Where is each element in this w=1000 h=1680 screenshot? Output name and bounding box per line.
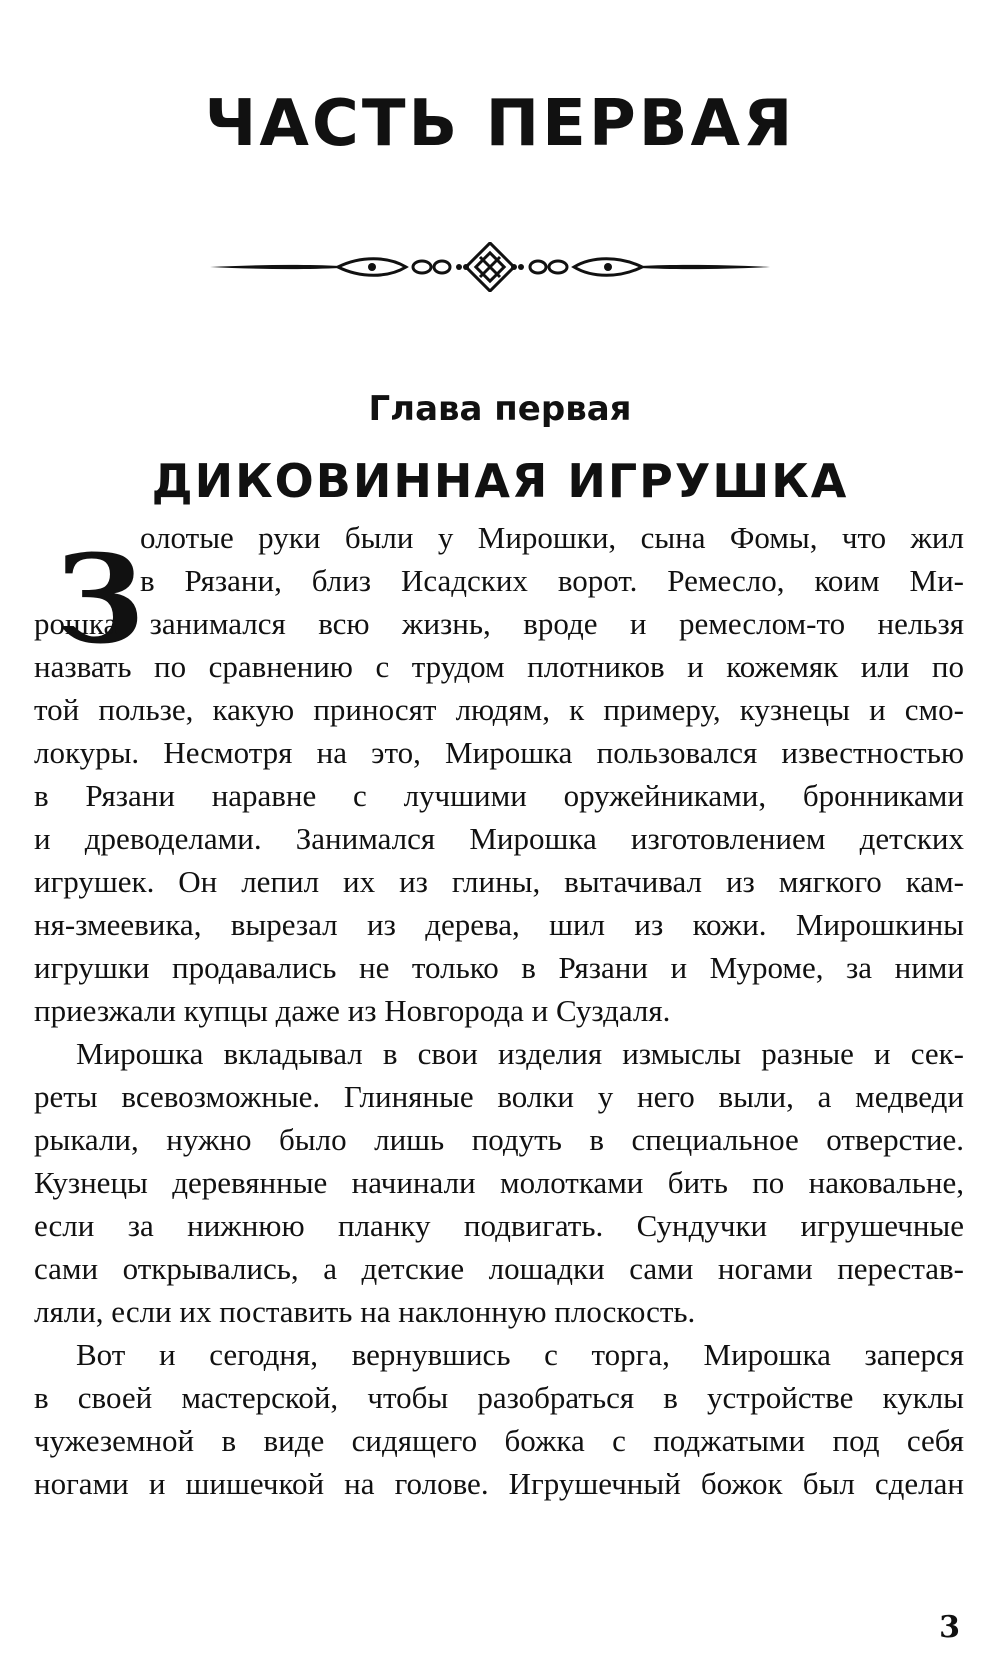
page-number: 3 [939, 1610, 960, 1645]
text-line: рыкали, нужно было лишь подуть в специальное отверстие. [34, 1122, 964, 1157]
drop-cap: З [56, 527, 144, 671]
text-line: в Рязани, близ Исадских ворот. Ремесло, коим Ми- [140, 563, 964, 598]
part-title: ЧАСТЬ ПЕРВАЯ [204, 87, 796, 161]
chapter-number: Глава первая [368, 389, 632, 429]
text-line: в Рязани наравне с лучшими оружейниками, бронниками [34, 778, 964, 813]
text-line: рошка занимался всю жизнь, вроде и ремеслом-то нельзя [34, 606, 964, 641]
text-line: Вот и сегодня, вернувшись с торга, Мирошка заперся [76, 1337, 964, 1372]
text-line: той пользе, какую приносят людям, к примеру, кузнецы и смо- [34, 692, 964, 727]
text-line: если за нижнюю планку подвигать. Сундучки игрушечные [34, 1208, 964, 1243]
text-line: и древоделами. Занимался Мирошка изготовлением детских [34, 821, 964, 856]
text-line: приезжали купцы даже из Новгорода и Суздаля. [34, 993, 671, 1028]
text-line: ня-змеевика, вырезал из дерева, шил из кожи. Мирошкины [34, 907, 964, 942]
text-line: Мирошка вкладывал в свои изделия измыслы разные и сек- [76, 1036, 964, 1071]
chapter-title: ДИКОВИННАЯ ИГРУШКА [151, 454, 849, 508]
text-line: олотые руки были у Мирошки, сына Фомы, что жил [140, 520, 964, 555]
text-line: назвать по сравнению с трудом плотников и кожемяк или по [34, 649, 964, 684]
text-line: в своей мастерской, чтобы разобраться в устройстве куклы [34, 1380, 964, 1415]
text-line: ляли, если их поставить на наклонную плоскость. [34, 1294, 696, 1329]
text-line: сами открывались, а детские лошадки сами ногами перестав- [34, 1251, 964, 1286]
text-line: ногами и шишечкой на голове. Игрушечный божок был сделан [34, 1466, 964, 1501]
text-line: игрушки продавались не только в Рязани и Муроме, за ними [34, 950, 964, 985]
text-line: чужеземной в виде сидящего божка с поджатыми под себя [34, 1423, 964, 1458]
text-line: локуры. Несмотря на это, Мирошка пользовался известностью [34, 735, 964, 770]
text-line: Кузнецы деревянные начинали молотками бить по наковальне, [34, 1165, 964, 1200]
text-line: реты всевозможные. Глиняные волки у него выли, а медведи [34, 1079, 964, 1114]
text-line: игрушек. Он лепил их из глины, вытачивал из мягкого кам- [34, 864, 964, 899]
ornamental-divider-icon [210, 242, 770, 292]
